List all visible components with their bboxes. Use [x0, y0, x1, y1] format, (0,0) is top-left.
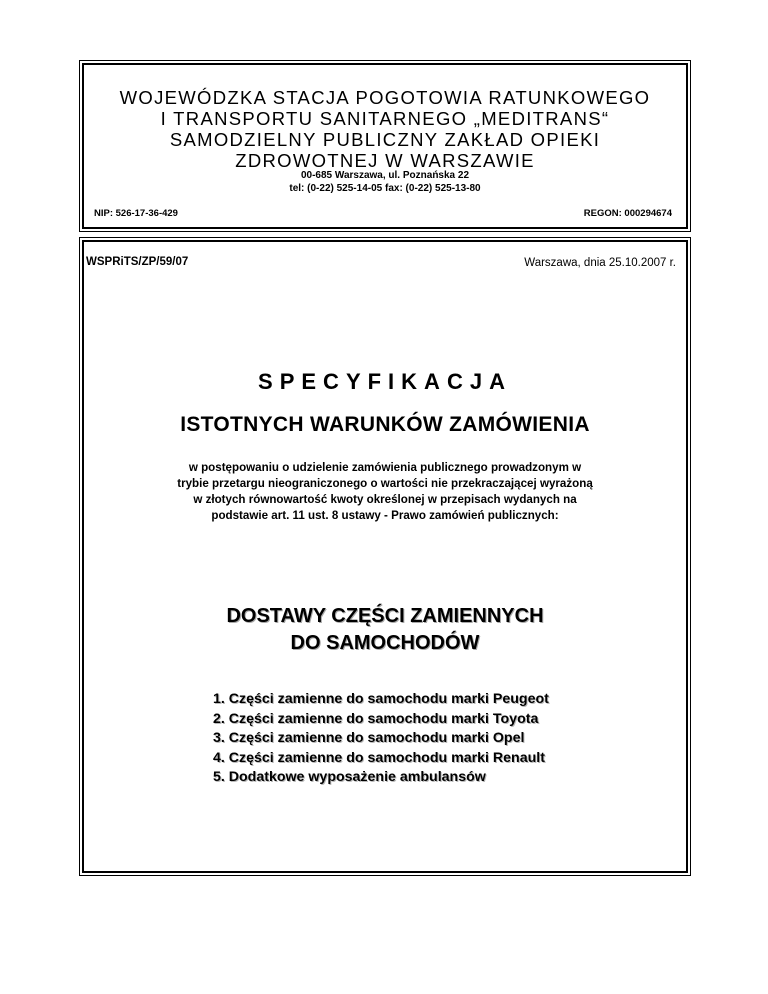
order-subject — [80, 603, 690, 657]
procedure-line: podstawie art. 11 ust. 8 ustawy - Prawo zamówień publicznych: — [211, 509, 559, 522]
org-line: SAMODZIELNY PUBLICZNY ZAKŁAD OPIEKI — [169, 129, 601, 150]
org-line: I TRANSPORTU SANITARNEGO „MEDITRANS“ — [160, 108, 610, 129]
list-item: 5. Dodatkowe wyposażenie ambulansów — [213, 769, 486, 786]
nip-number: NIP: 526-17-36-429 — [94, 208, 178, 219]
regon-number: REGON: 000294674 — [583, 208, 672, 219]
parts-list — [213, 690, 549, 788]
place-date: Warszawa, dnia 25.10.2007 r. — [524, 257, 676, 269]
document-title: SPECYFIKACJA — [258, 369, 512, 394]
address-line: 00-685 Warszawa, ul. Poznańska 22 — [300, 170, 470, 181]
list-item: 1. Części zamienne do samochodu marki Peugeot — [213, 691, 549, 707]
document-box — [79, 237, 691, 876]
document-subtitle: ISTOTNYCH WARUNKÓW ZAMÓWIENIA — [180, 413, 590, 436]
subject-line: DO SAMOCHODÓW — [290, 632, 480, 654]
org-line: ZDROWOTNEJ W WARSZAWIE — [235, 150, 535, 171]
procedure-line: w postępowaniu o udzielenie zamówienia publicznego prowadzonym w — [188, 461, 582, 474]
list-item: 4. Części zamienne do samochodu marki Renault — [213, 749, 545, 766]
list-item: 3. Części zamienne do samochodu marki Opel — [213, 730, 525, 747]
phone-fax-line: tel: (0-22) 525-14-05 fax: (0-22) 525-13-80 — [289, 183, 481, 194]
header-box — [79, 60, 691, 232]
subject-line: DOSTAWY CZĘŚCI ZAMIENNYCH — [226, 605, 544, 627]
contact-info — [80, 169, 690, 195]
procedure-line: trybie przetargu nieograniczonego o wartości nie przekraczającej wyrażoną — [177, 477, 593, 490]
organization-name — [80, 87, 690, 171]
list-item: 2. Części zamienne do samochodu marki Toyota — [213, 710, 539, 727]
procedure-line: w złotych równowartość kwoty określonej w przepisach wydanych na — [193, 493, 577, 506]
procedure-description — [120, 460, 650, 524]
reference-number: WSPRiTS/ZP/59/07 — [86, 256, 189, 268]
org-line: WOJEWÓDZKA STACJA POGOTOWIA RATUNKOWEGO — [119, 87, 651, 108]
